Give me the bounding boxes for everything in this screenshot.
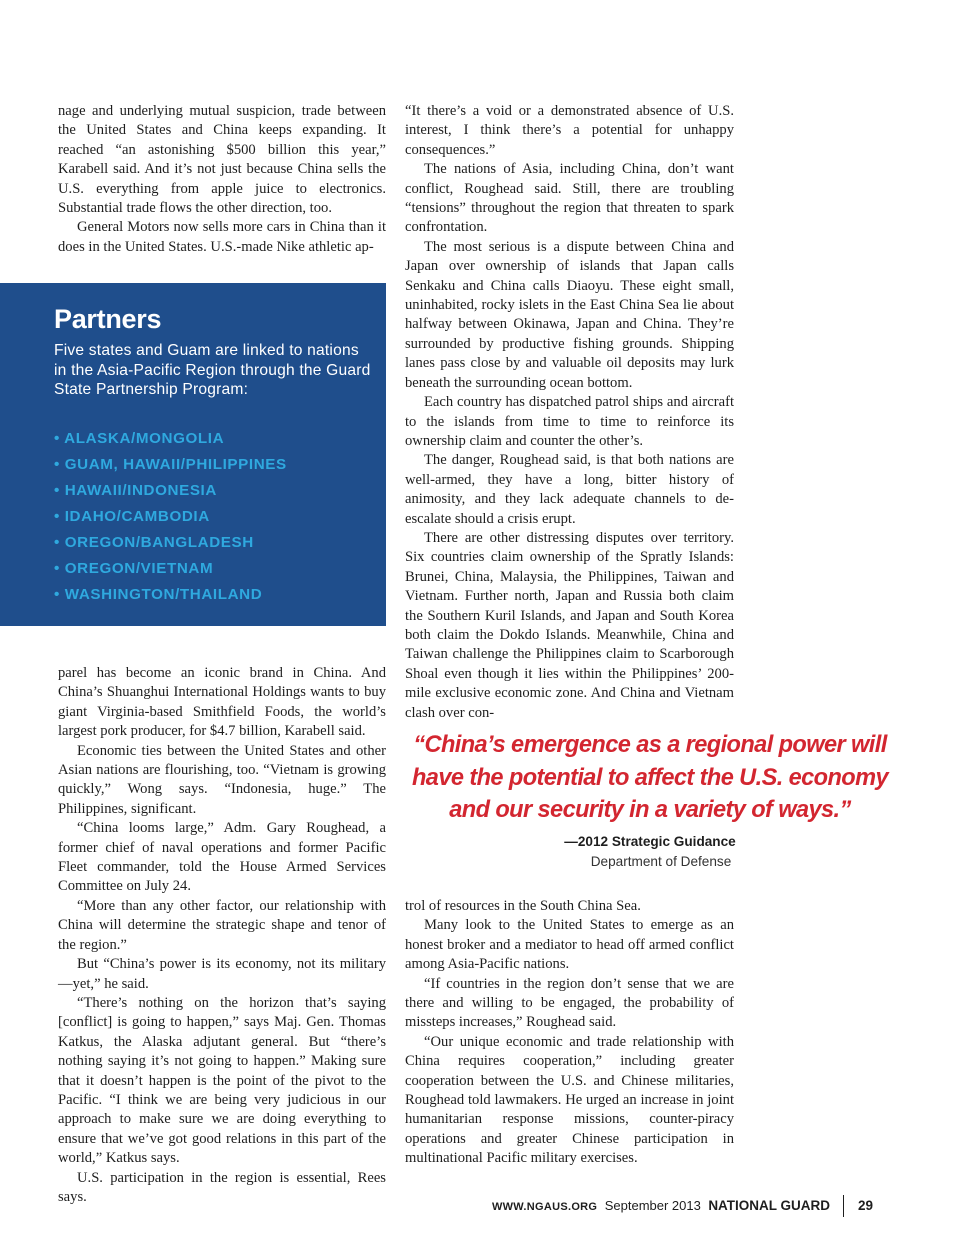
partnership-item: • ALASKA/MONGOLIA <box>54 430 225 447</box>
sidebar-intro: Five states and Guam are linked to nations in the Asia-Pacific Region through the Guard State Partnership Program: <box>54 342 371 398</box>
pull-quote-source: Department of Defense <box>590 854 732 869</box>
article-paragraph: “More than any other factor, our relationship with China will determine the strategic shape and tenor of the region.” <box>58 897 386 953</box>
article-column-2-bottom <box>405 897 734 1169</box>
article-paragraph: “China looms large,” Adm. Gary Roughead, a former chief of naval operations and former Pacific Fleet commander, told the House Armed Services Committee on July 24. <box>58 820 386 895</box>
footer-magazine-name: NATIONAL GUARD <box>708 1198 831 1214</box>
article-paragraph: The danger, Roughead said, is that both nations are well-armed, they have a long, bitter history of animosity, and they lack adequate channels to de-escalate should a crisis erupt. <box>405 452 734 527</box>
article-paragraph: But “China’s power is its economy, not its military—yet,” he said. <box>58 956 386 992</box>
article-paragraph: The most serious is a dispute between China and Japan over ownership of islands that Japan calls Senkaku and China calls Diaoyu. These eight small, uninhabited, rocky islets in the East China Sea lie about halfway between Okinawa, Japan and China. They’re surrounded by productive fishing grounds. Shipping lanes pass close by and valuable oil deposits may lurk beneath the surrounding ocean bottom. <box>405 238 734 391</box>
footer-divider <box>843 1195 844 1217</box>
partnership-item: • GUAM, HAWAII/PHILIPPINES <box>54 456 287 473</box>
article-paragraph: “If countries in the region don’t sense that we are there and willing to be engaged, the probability of missteps increases,” Roughead said. <box>405 975 734 1031</box>
article-paragraph: The nations of Asia, including China, don’t want conflict, Roughead said. Still, there are troubling “tensions” throughout the region that threaten to spark confrontation. <box>405 161 734 236</box>
article-paragraph: General Motors now sells more cars in China than it does in the United States. U.S.-made Nike athletic ap- <box>58 219 386 255</box>
partnership-item: • WASHINGTON/THAILAND <box>54 586 263 603</box>
article-paragraph: U.S. participation in the region is essential, Rees says. <box>58 1169 386 1205</box>
pull-quote: “China’s emergence as a regional power will have the potential to affect the U.S. economy and our security in a variety of ways.” <box>412 732 888 823</box>
partnership-item: • OREGON/VIETNAM <box>54 560 214 577</box>
footer-url[interactable]: WWW.NGAUS.ORG <box>491 1201 598 1214</box>
pull-quote-attribution: —2012 Strategic Guidance <box>564 834 736 849</box>
article-column-1-top <box>58 102 386 257</box>
article-paragraph: Economic ties between the United States and other Asian nations are flourishing, too. “Vietnam is growing quickly,” Wong says. “Indonesia, huge.” The Philippines, significant. <box>58 742 386 817</box>
article-paragraph: “Our unique economic and trade relationship with China requires cooperation,” including greater cooperation between the U.S. and Chinese militaries, Roughead told lawmakers. He urged an increase in joint humanitarian response missions, counter-piracy operations and greater Chinese participation in multinational Pacific military exercises. <box>405 1033 734 1167</box>
article-paragraph: trol of resources in the South China Sea. <box>405 898 641 914</box>
partnership-list <box>54 428 287 610</box>
partnership-item: • HAWAII/INDONESIA <box>54 482 217 499</box>
article-paragraph: parel has become an iconic brand in China. And China’s Shuanghui International Holdings wants to buy giant Virginia-based Smithfield Foods, the world’s largest pork producer, for $4.7 billion, Karabell said. <box>58 665 386 740</box>
article-paragraph: “It there’s a void or a demonstrated absence of U.S. interest, I think there’s a potential for unhappy consequences.” <box>405 103 734 158</box>
article-column-1-bottom <box>58 664 386 1207</box>
page-footer <box>492 1195 873 1217</box>
article-column-2-top <box>405 102 734 723</box>
partnership-item: • IDAHO/CAMBODIA <box>54 508 210 525</box>
footer-date: September 2013 <box>604 1198 701 1214</box>
sidebar-title: Partners <box>54 304 162 334</box>
partnership-item: • OREGON/BANGLADESH <box>54 534 254 551</box>
article-paragraph: “There’s nothing on the horizon that’s saying [conflict] is going to happen,” says Maj. Gen. Thomas Katkus, the Alaska adjutant general. But “there’s nothing saying it’s not going to happen.” Making sure that it doesn’t happen is the point of the pivot to the Pacific. “I think we are being very judicious in our approach to make sure we are doing everything to ensure that we’ve got good relations in this part of the world,” Katkus says. <box>58 994 386 1167</box>
article-paragraph: Each country has dispatched patrol ships and aircraft to the islands from time to time to reinforce its ownership claim and counter the other’s. <box>405 394 734 449</box>
article-paragraph: There are other distressing disputes over territory. Six countries claim ownership of the Spratly Islands: Brunei, China, Malaysia, the Philippines, Taiwan and Vietnam. Further north, Japan and Russia both claim the Southern Kuril Islands, and Japan and South Korea both claim the Dokdo Islands. Meanwhile, China and Taiwan challenge the Philippines claim to Scarborough Shoal even though it lies within the Philippines’ 200-mile exclusive economic zone. And China and Vietnam clash over con- <box>405 529 734 721</box>
page-number: 29 <box>857 1198 873 1214</box>
article-paragraph: Many look to the United States to emerge as an honest broker and a mediator to head off armed conflict among Asia-Pacific nations. <box>405 917 734 973</box>
article-paragraph: nage and underlying mutual suspicion, trade between the United States and China keeps expanding. It reached “an astonishing $500 billion this year,” Karabell said. And it’s not just because China sells the U.S. everything from apple juice to electronics. Substantial trade flows the other direction, too. <box>58 103 386 217</box>
